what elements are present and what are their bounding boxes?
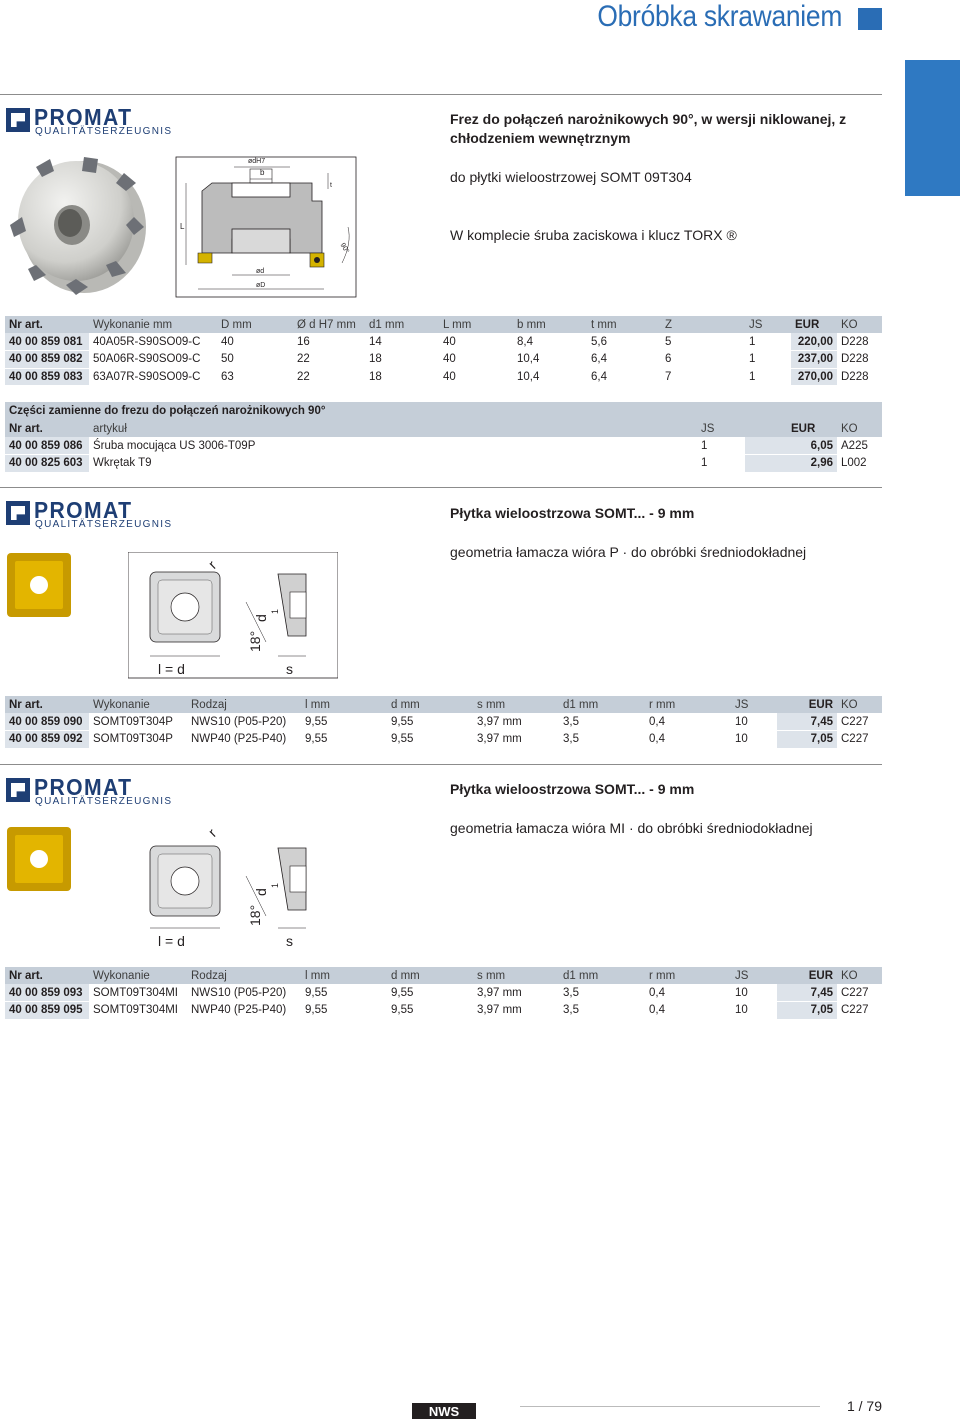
cell: 40 bbox=[439, 333, 513, 351]
cell: 3,97 mm bbox=[473, 713, 559, 731]
th-KO: KO bbox=[837, 420, 882, 437]
th-s: s mm bbox=[473, 967, 559, 984]
th-t: t mm bbox=[587, 316, 661, 333]
table-header-row bbox=[5, 316, 882, 333]
th-wykonanie: Wykonanie bbox=[89, 967, 187, 984]
drawing-label-ld: l = d bbox=[158, 933, 185, 949]
th-rodzaj: Rodzaj bbox=[187, 967, 301, 984]
cell: 50 bbox=[217, 351, 293, 369]
cell: C227 bbox=[837, 984, 882, 1002]
promat-logo-subtitle: QUALITÄTSERZEUGNIS bbox=[35, 519, 173, 530]
cell: NWS10 (P05-P20) bbox=[187, 984, 301, 1002]
cell: 10 bbox=[731, 984, 777, 1002]
cell: 40 00 859 081 bbox=[5, 333, 89, 351]
drawing-label-s: s bbox=[286, 661, 293, 677]
promat-logo-word: PROMAT bbox=[34, 497, 133, 523]
drawing-label-angle: 90° bbox=[338, 242, 350, 255]
th-dH7: Ø d H7 mm bbox=[293, 316, 365, 333]
cell: 16 bbox=[293, 333, 365, 351]
cell: 40 00 859 083 bbox=[5, 368, 89, 386]
cell: Wkrętak T9 bbox=[89, 455, 653, 473]
cell-price: 2,96 bbox=[745, 455, 837, 473]
title-accent-square bbox=[858, 8, 882, 30]
page-title: Obróbka skrawaniem bbox=[597, 0, 842, 33]
drawing-label-ld: l = d bbox=[158, 661, 185, 677]
cell: 40 bbox=[439, 351, 513, 369]
drawing-label-angle: 18° bbox=[247, 904, 263, 926]
drawing-label-L: L bbox=[180, 222, 185, 231]
section-divider bbox=[0, 487, 882, 488]
cell: NWP40 (P25-P40) bbox=[187, 731, 301, 749]
cell: D228 bbox=[837, 351, 882, 369]
th-nr-art: Nr art. bbox=[5, 967, 89, 984]
cell: 40 00 859 093 bbox=[5, 984, 89, 1002]
cell-price: 270,00 bbox=[791, 368, 837, 386]
th-s: s mm bbox=[473, 696, 559, 713]
cell: 3,5 bbox=[559, 713, 645, 731]
cell: 6,4 bbox=[587, 368, 661, 386]
cell: 9,55 bbox=[387, 984, 473, 1002]
promat-logo bbox=[6, 774, 173, 807]
th-L: L mm bbox=[439, 316, 513, 333]
cell-price: 7,45 bbox=[777, 713, 837, 731]
cell-price: 7,45 bbox=[777, 984, 837, 1002]
cell: 40 00 825 603 bbox=[5, 455, 89, 473]
cell: 10 bbox=[731, 731, 777, 749]
cell: 3,97 mm bbox=[473, 731, 559, 749]
cell: 40 bbox=[217, 333, 293, 351]
table-row bbox=[5, 455, 882, 473]
cell: 0,4 bbox=[645, 731, 731, 749]
cell: D228 bbox=[837, 368, 882, 386]
section3-title: Płytka wieloostrzowa SOMT... - 9 mm bbox=[450, 781, 695, 797]
cell: L002 bbox=[837, 455, 882, 473]
milling-cutter-photo bbox=[6, 155, 156, 305]
promat-logo bbox=[6, 104, 173, 137]
cell: C227 bbox=[837, 1002, 882, 1020]
cell: 3,5 bbox=[559, 984, 645, 1002]
cell-price: 7,05 bbox=[777, 1002, 837, 1020]
spares-table bbox=[5, 420, 882, 473]
cell: 40 00 859 090 bbox=[5, 713, 89, 731]
cell: 3,5 bbox=[559, 731, 645, 749]
th-l: l mm bbox=[301, 967, 387, 984]
cell: Śruba mocująca US 3006-T09P bbox=[89, 437, 653, 455]
page-number: 1 / 79 bbox=[846, 1398, 882, 1414]
table-row bbox=[5, 437, 882, 455]
insert-mi-table bbox=[5, 967, 882, 1020]
promat-logo-icon bbox=[6, 778, 30, 802]
cell: 0,4 bbox=[645, 713, 731, 731]
promat-logo-word: PROMAT bbox=[34, 104, 133, 130]
th-nr-art: Nr art. bbox=[5, 420, 89, 437]
cell: 63A07R-S90SO09-C bbox=[89, 368, 217, 386]
cell: 9,55 bbox=[301, 713, 387, 731]
th-EUR: EUR bbox=[745, 420, 837, 437]
table-row bbox=[5, 333, 882, 351]
drawing-label-dh7: ødH7 bbox=[248, 158, 266, 165]
th-Z: Z bbox=[661, 316, 745, 333]
insert-photo-p bbox=[6, 552, 72, 618]
cell: SOMT09T304MI bbox=[89, 1002, 187, 1020]
drawing-label-t: t bbox=[330, 182, 332, 189]
cell: C227 bbox=[837, 713, 882, 731]
cell: D228 bbox=[837, 333, 882, 351]
section3-subtitle: geometria łamacza wióra MI · do obróbki średniodokładnej bbox=[450, 820, 813, 836]
section1-subtitle: do płytki wieloostrzowej SOMT 09T304 bbox=[450, 169, 692, 185]
cell: 40 bbox=[439, 368, 513, 386]
cell: 3,97 mm bbox=[473, 984, 559, 1002]
th-KO: KO bbox=[837, 316, 882, 333]
table-header-row bbox=[5, 967, 882, 984]
spares-caption: Części zamienne do frezu do połączeń narożnikowych 90° bbox=[5, 402, 882, 420]
th-KO: KO bbox=[837, 696, 882, 713]
table-row bbox=[5, 351, 882, 369]
th-rodzaj: Rodzaj bbox=[187, 696, 301, 713]
section-divider bbox=[0, 94, 882, 95]
promat-logo-icon bbox=[6, 108, 30, 132]
th-nr-art: Nr art. bbox=[5, 316, 89, 333]
section1-note: W komplecie śruba zaciskowa i klucz TORX ® bbox=[450, 227, 737, 243]
th-JS: JS bbox=[731, 967, 777, 984]
cell: 1 bbox=[653, 455, 745, 473]
cell: 7 bbox=[661, 368, 745, 386]
th-nr-art: Nr art. bbox=[5, 696, 89, 713]
th-wykonanie: Wykonanie bbox=[89, 696, 187, 713]
promat-logo-word: PROMAT bbox=[34, 774, 133, 800]
th-EUR: EUR bbox=[791, 316, 837, 333]
section2-subtitle: geometria łamacza wióra P · do obróbki średniodokładnej bbox=[450, 544, 807, 560]
cell: 18 bbox=[365, 351, 439, 369]
cell: 0,4 bbox=[645, 1002, 731, 1020]
cell: 1 bbox=[745, 333, 791, 351]
th-r: r mm bbox=[645, 696, 731, 713]
th-JS: JS bbox=[731, 696, 777, 713]
cell: NWS10 (P05-P20) bbox=[187, 713, 301, 731]
th-d1: d1 mm bbox=[559, 967, 645, 984]
side-tab-marker bbox=[905, 60, 960, 196]
cell: NWP40 (P25-P40) bbox=[187, 1002, 301, 1020]
th-r: r mm bbox=[645, 967, 731, 984]
th-l: l mm bbox=[301, 696, 387, 713]
cell: 10,4 bbox=[513, 351, 587, 369]
drawing-label-r: r bbox=[204, 557, 220, 572]
drawing-label-b: b bbox=[260, 168, 265, 177]
table-row bbox=[5, 731, 882, 749]
cell: 10 bbox=[731, 713, 777, 731]
drawing-label-D: øD bbox=[256, 282, 266, 289]
table-header-row bbox=[5, 696, 882, 713]
cell: 3,97 mm bbox=[473, 1002, 559, 1020]
cell: 22 bbox=[293, 368, 365, 386]
drawing-label-d1-sub: 1 bbox=[270, 608, 280, 614]
nws-logo-text: NWS bbox=[428, 1404, 460, 1419]
table-header-row bbox=[5, 420, 882, 437]
th-d: d mm bbox=[387, 696, 473, 713]
table-row bbox=[5, 984, 882, 1002]
section-divider bbox=[0, 764, 882, 765]
cell: 9,55 bbox=[301, 984, 387, 1002]
cell: 63 bbox=[217, 368, 293, 386]
insert-p-table bbox=[5, 696, 882, 749]
cell: 40 00 859 095 bbox=[5, 1002, 89, 1020]
cell: 9,55 bbox=[301, 731, 387, 749]
cell: C227 bbox=[837, 731, 882, 749]
cell: 1 bbox=[653, 437, 745, 455]
drawing-label-d1: d bbox=[253, 614, 269, 622]
drawing-label-s: s bbox=[286, 933, 293, 949]
insert-drawing-mi bbox=[128, 806, 338, 952]
cell: 3,5 bbox=[559, 1002, 645, 1020]
cell: 40 00 859 082 bbox=[5, 351, 89, 369]
cell: SOMT09T304P bbox=[89, 713, 187, 731]
cell: 50A06R-S90SO09-C bbox=[89, 351, 217, 369]
th-EUR: EUR bbox=[777, 696, 837, 713]
promat-logo bbox=[6, 497, 173, 530]
cell: 9,55 bbox=[387, 713, 473, 731]
table-row bbox=[5, 1002, 882, 1020]
nws-logo bbox=[412, 1402, 476, 1420]
th-d1: d1 mm bbox=[365, 316, 439, 333]
cell: 40 00 859 092 bbox=[5, 731, 89, 749]
promat-logo-icon bbox=[6, 501, 30, 525]
section1-title-line1: Frez do połączeń narożnikowych 90°, w wersji niklowanej, z bbox=[450, 111, 847, 127]
cell: 9,55 bbox=[387, 1002, 473, 1020]
cell-price: 6,05 bbox=[745, 437, 837, 455]
table-row bbox=[5, 368, 882, 386]
footer-divider bbox=[520, 1406, 820, 1407]
th-artykul: artykuł bbox=[89, 420, 653, 437]
cell: 5,6 bbox=[587, 333, 661, 351]
drawing-label-d1: d bbox=[253, 888, 269, 896]
th-wykonanie: Wykonanie mm bbox=[89, 316, 217, 333]
cell: 1 bbox=[745, 351, 791, 369]
cell: 40A05R-S90SO09-C bbox=[89, 333, 217, 351]
insert-drawing-p bbox=[128, 552, 338, 680]
cell: 8,4 bbox=[513, 333, 587, 351]
cell: 40 00 859 086 bbox=[5, 437, 89, 455]
cell: 22 bbox=[293, 351, 365, 369]
cell-price: 7,05 bbox=[777, 731, 837, 749]
cell: 6,4 bbox=[587, 351, 661, 369]
cell-price: 220,00 bbox=[791, 333, 837, 351]
th-d: d mm bbox=[387, 967, 473, 984]
cell-price: 237,00 bbox=[791, 351, 837, 369]
insert-photo-mi bbox=[6, 826, 72, 892]
cutter-table bbox=[5, 316, 882, 386]
section1-title-line2: chłodzeniem wewnętrznym bbox=[450, 130, 631, 146]
cell: SOMT09T304MI bbox=[89, 984, 187, 1002]
promat-logo-subtitle: QUALITÄTSERZEUGNIS bbox=[35, 796, 173, 807]
cell: A225 bbox=[837, 437, 882, 455]
drawing-label-r: r bbox=[204, 825, 220, 840]
section2-title: Płytka wieloostrzowa SOMT... - 9 mm bbox=[450, 505, 695, 521]
cutter-technical-drawing bbox=[172, 143, 362, 303]
drawing-label-d: ød bbox=[256, 268, 265, 275]
cell: 18 bbox=[365, 368, 439, 386]
cell: 6 bbox=[661, 351, 745, 369]
th-JS: JS bbox=[745, 316, 791, 333]
cell: 5 bbox=[661, 333, 745, 351]
cell: SOMT09T304P bbox=[89, 731, 187, 749]
cell: 1 bbox=[745, 368, 791, 386]
cell: 10,4 bbox=[513, 368, 587, 386]
cell: 9,55 bbox=[387, 731, 473, 749]
cell: 14 bbox=[365, 333, 439, 351]
promat-logo-subtitle: QUALITÄTSERZEUGNIS bbox=[35, 126, 173, 137]
th-D: D mm bbox=[217, 316, 293, 333]
th-EUR: EUR bbox=[777, 967, 837, 984]
cell: 0,4 bbox=[645, 984, 731, 1002]
drawing-label-angle: 18° bbox=[247, 630, 263, 652]
drawing-label-d1-sub: 1 bbox=[270, 882, 280, 888]
th-KO: KO bbox=[837, 967, 882, 984]
th-d1: d1 mm bbox=[559, 696, 645, 713]
th-JS: JS bbox=[653, 420, 745, 437]
table-row bbox=[5, 713, 882, 731]
cell: 10 bbox=[731, 1002, 777, 1020]
cell: 9,55 bbox=[301, 1002, 387, 1020]
th-b: b mm bbox=[513, 316, 587, 333]
